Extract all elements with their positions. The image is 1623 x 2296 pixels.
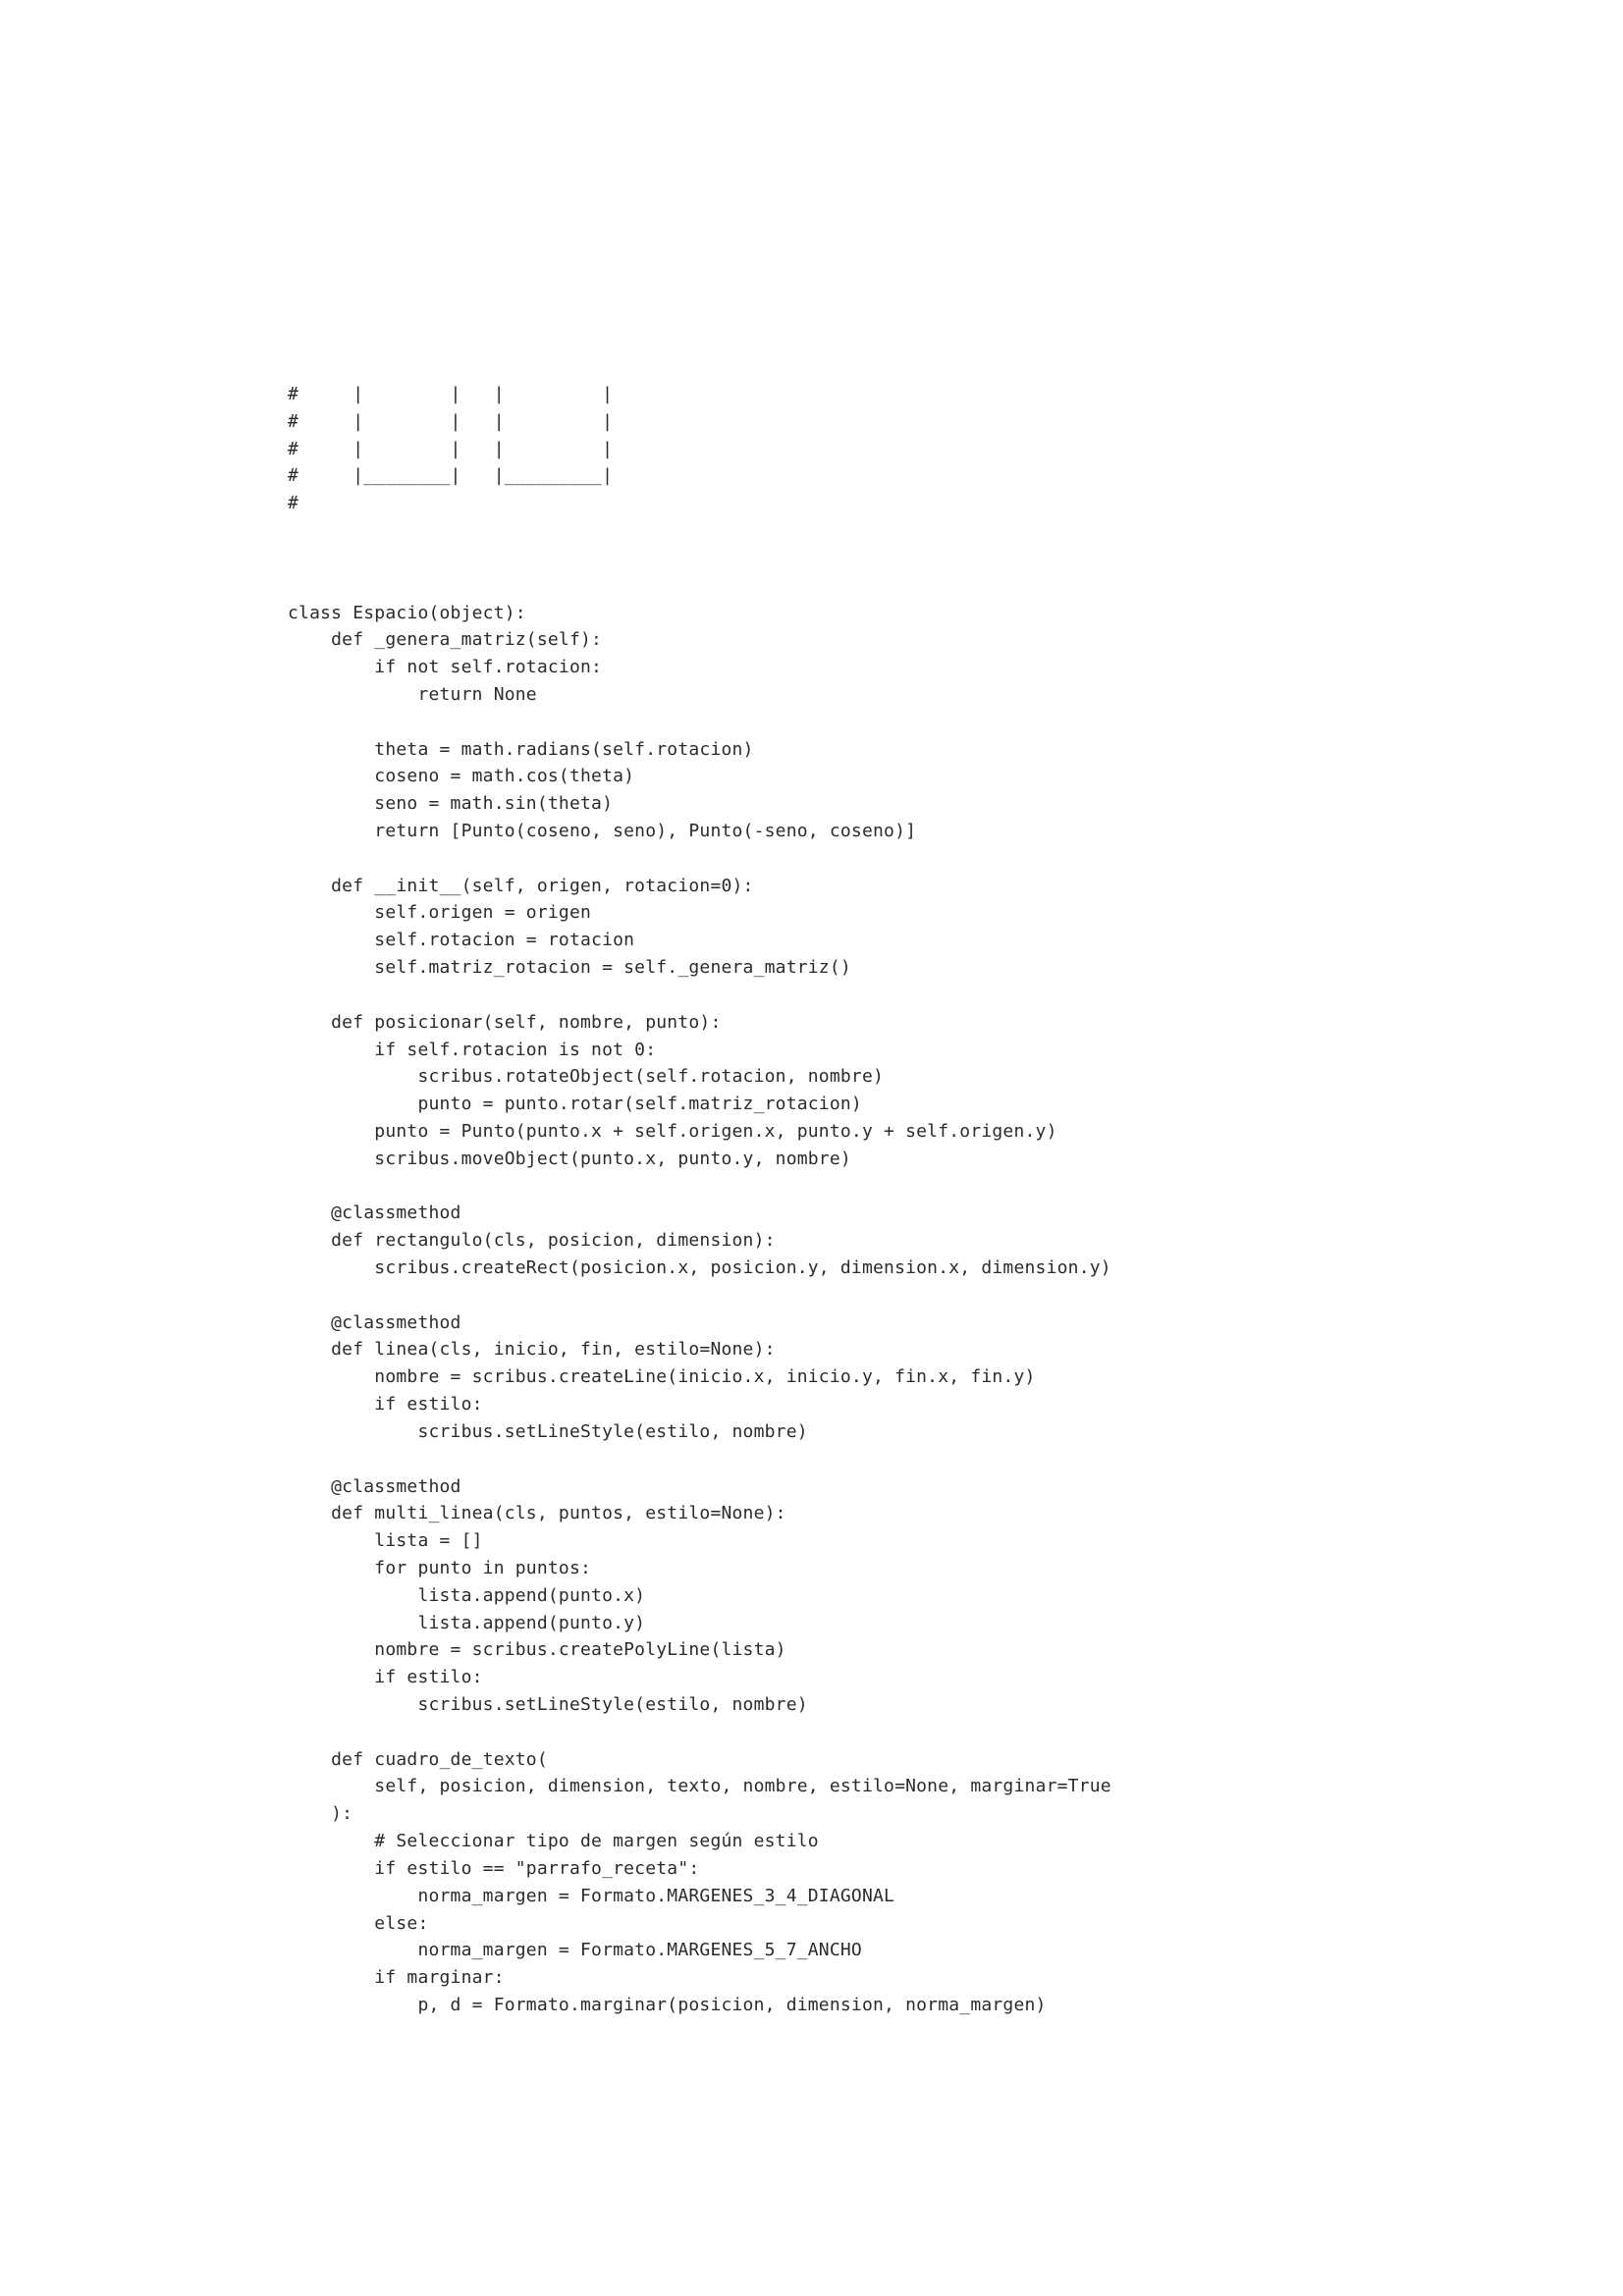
code-line: scribus.moveObject(punto.x, punto.y, nombre) xyxy=(288,1148,851,1169)
code-line: if marginar: xyxy=(288,1967,505,1989)
code-line: if estilo: xyxy=(288,1667,483,1688)
code-line: # | | | | xyxy=(288,438,614,459)
code-line: # | | | | xyxy=(288,384,614,404)
code-line: def __init__(self, origen, rotacion=0): xyxy=(288,875,754,896)
code-line: if estilo: xyxy=(288,1394,483,1415)
code-line: seno = math.sin(theta) xyxy=(288,793,614,815)
code-line: lista = [] xyxy=(288,1530,483,1552)
code-line: punto = punto.rotar(self.matriz_rotacion) xyxy=(288,1094,862,1115)
code-line: scribus.setLineStyle(estilo, nombre) xyxy=(288,1420,808,1442)
code-line xyxy=(288,1719,1111,1746)
code-line: def multi_linea(cls, puntos, estilo=None): xyxy=(288,1503,786,1524)
code-line: self.origen = origen xyxy=(288,902,592,924)
code-line: def rectangulo(cls, posicion, dimension): xyxy=(288,1230,776,1252)
code-line: @classmethod xyxy=(288,1311,461,1333)
code-line: return [Punto(coseno, seno), Punto(-seno, coseno)] xyxy=(288,821,917,841)
code-line xyxy=(288,545,1111,572)
code-line xyxy=(288,1282,1111,1309)
code-line: @classmethod xyxy=(288,1475,461,1497)
code-line xyxy=(288,1173,1111,1201)
code-line xyxy=(288,572,1111,600)
code-line: self, posicion, dimension, texto, nombre, estilo=None, marginar=True xyxy=(288,1776,1111,1797)
code-line: def linea(cls, inicio, fin, estilo=None): xyxy=(288,1339,776,1361)
code-line: else: xyxy=(288,1912,429,1934)
code-line: for punto in puntos: xyxy=(288,1557,592,1578)
code-line: theta = math.radians(self.rotacion) xyxy=(288,738,754,760)
code-line: # xyxy=(288,493,299,514)
code-line: def cuadro_de_texto( xyxy=(288,1748,548,1770)
code-line: # Seleccionar tipo de margen según estilo xyxy=(288,1831,819,1852)
code-line: if self.rotacion is not 0: xyxy=(288,1039,657,1060)
code-line: norma_margen = Formato.MARGENES_5_7_ANCHO xyxy=(288,1940,862,1961)
code-line: self.matriz_rotacion = self._genera_matriz() xyxy=(288,957,851,979)
code-line xyxy=(288,709,1111,736)
code-line: @classmethod xyxy=(288,1202,461,1224)
code-line: # | | | | xyxy=(288,410,614,432)
code-line: lista.append(punto.y) xyxy=(288,1612,646,1633)
code-line: scribus.createRect(posicion.x, posicion.y, dimension.x, dimension.y) xyxy=(288,1257,1111,1278)
code-line: def _genera_matriz(self): xyxy=(288,629,603,651)
code-line: lista.append(punto.x) xyxy=(288,1584,646,1606)
code-line: if estilo == "parrafo_receta": xyxy=(288,1857,700,1879)
code-line: nombre = scribus.createLine(inicio.x, inicio.y, fin.x, fin.y) xyxy=(288,1366,1036,1388)
code-line: class Espacio(object): xyxy=(288,602,526,623)
code-line xyxy=(288,1446,1111,1473)
code-line: punto = Punto(punto.x + self.origen.x, punto.y + self.origen.y) xyxy=(288,1120,1057,1142)
code-line: nombre = scribus.createPolyLine(lista) xyxy=(288,1639,786,1661)
code-line: self.rotacion = rotacion xyxy=(288,930,635,951)
code-line: if not self.rotacion: xyxy=(288,657,603,678)
code-line: def posicionar(self, nombre, punto): xyxy=(288,1011,722,1033)
code-line: coseno = math.cos(theta) xyxy=(288,766,635,787)
code-line: ): xyxy=(288,1803,353,1825)
code-line: p, d = Formato.marginar(posicion, dimension, norma_margen) xyxy=(288,1994,1047,2015)
code-listing xyxy=(288,381,1111,2019)
code-line: norma_margen = Formato.MARGENES_3_4_DIAGONAL xyxy=(288,1885,895,1906)
code-line xyxy=(288,982,1111,1009)
code-line: scribus.rotateObject(self.rotacion, nombre) xyxy=(288,1066,885,1088)
code-line xyxy=(288,517,1111,545)
code-line: # |________| |_________| xyxy=(288,465,614,487)
code-line xyxy=(288,845,1111,873)
code-line: scribus.setLineStyle(estilo, nombre) xyxy=(288,1694,808,1715)
code-line: return None xyxy=(288,683,537,705)
